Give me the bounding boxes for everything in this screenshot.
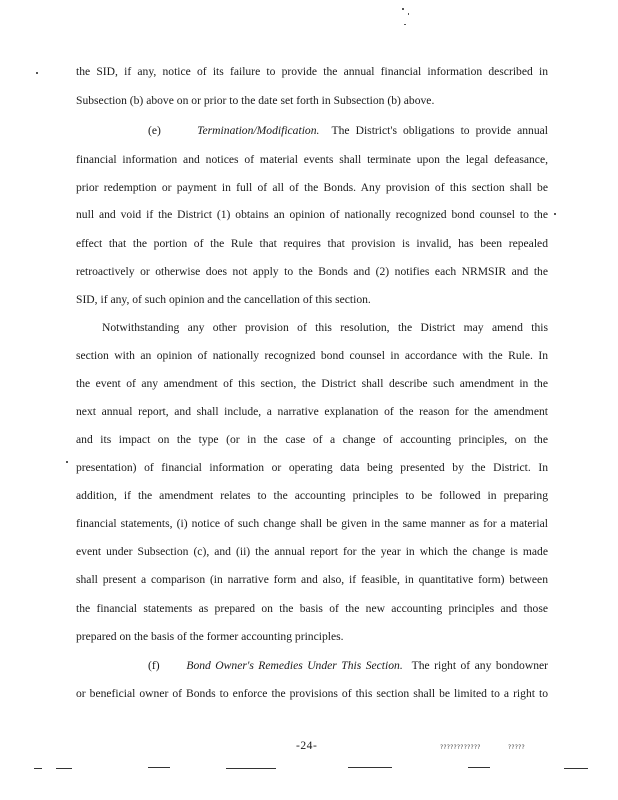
body-line-12: the event of any amendment of this section, the District shall describe such amendment in the [76, 377, 548, 390]
scan-mark [348, 767, 392, 768]
body-line-17: financial statements, (i) notice of such change shall be given in the same manner as for a material [76, 517, 548, 530]
body-line-9: SID, if any, of such opinion and the cancellation of this section. [76, 293, 371, 306]
subsection-f-marker: (f) [148, 659, 160, 672]
subsection-f-heading-line [76, 659, 548, 673]
body-line-1: the SID, if any, notice of its failure to provide the annual financial information described in [76, 65, 548, 78]
body-line-13: next annual report, and shall include, a narrative explanation of the reason for the amendment [76, 405, 548, 418]
body-line-7: effect that the portion of the Rule that requires that provision is invalid, has been repealed [76, 237, 548, 250]
scan-mark [148, 767, 170, 768]
body-line-15: presentation) of financial information or operating data being presented by the District. In [76, 461, 548, 474]
scan-speck [402, 8, 404, 10]
body-line-6: null and void if the District (1) obtains an opinion of nationally recognized bond counsel to the [76, 208, 548, 221]
body-line-23: or beneficial owner of Bonds to enforce the provisions of this section shall be limited to a right to [76, 687, 548, 700]
scan-speck [36, 72, 38, 74]
footer-doc-date: ????? [508, 744, 525, 751]
scan-speck [408, 13, 409, 15]
scan-mark [56, 768, 72, 769]
subsection-e-heading-line [76, 124, 548, 138]
body-line-8: retroactively or otherwise does not apply to the Bonds and (2) notifies each NRMSIR and the [76, 265, 548, 278]
page-number: -24- [296, 739, 318, 752]
scan-mark [34, 768, 42, 769]
body-line-20: the financial statements as prepared on the basis of the new accounting principles and those [76, 602, 548, 615]
subsection-f-text: The right of any bondowner [411, 659, 548, 672]
scan-mark [226, 768, 276, 769]
scan-mark [564, 768, 588, 769]
body-line-18: event under Subsection (c), and (ii) the annual report for the year in which the change is made [76, 545, 548, 558]
scan-speck [554, 213, 556, 215]
scan-speck [66, 461, 68, 463]
body-line-11: section with an opinion of nationally recognized bond counsel in accordance with the Rule. In [76, 349, 548, 362]
body-line-10: Notwithstanding any other provision of this resolution, the District may amend this [102, 321, 548, 334]
subsection-e-heading: Termination/Modification. [197, 124, 320, 137]
body-line-16: addition, if the amendment relates to the accounting principles to be followed in preparing [76, 489, 548, 502]
body-line-2: Subsection (b) above on or prior to the date set forth in Subsection (b) above. [76, 94, 435, 107]
subsection-f-heading: Bond Owner's Remedies Under This Section. [186, 659, 403, 672]
subsection-e-text: The District's obligations to provide annual [331, 124, 548, 137]
footer-doc-code: ???????????? [440, 744, 481, 751]
scan-mark [468, 767, 490, 768]
body-line-14: and its impact on the type (or in the case of a change of accounting principles, on the [76, 433, 548, 446]
body-line-4: financial information and notices of material events shall terminate upon the legal defeasance, [76, 153, 548, 166]
body-line-19: shall present a comparison (in narrative form and also, if feasible, in quantitative form) between [76, 573, 548, 586]
subsection-e-marker: (e) [148, 124, 161, 137]
body-line-21: prepared on the basis of the former accounting principles. [76, 630, 344, 643]
scan-speck [404, 24, 406, 25]
body-line-5: prior redemption or payment in full of all of the Bonds. Any provision of this section shall be [76, 181, 548, 194]
